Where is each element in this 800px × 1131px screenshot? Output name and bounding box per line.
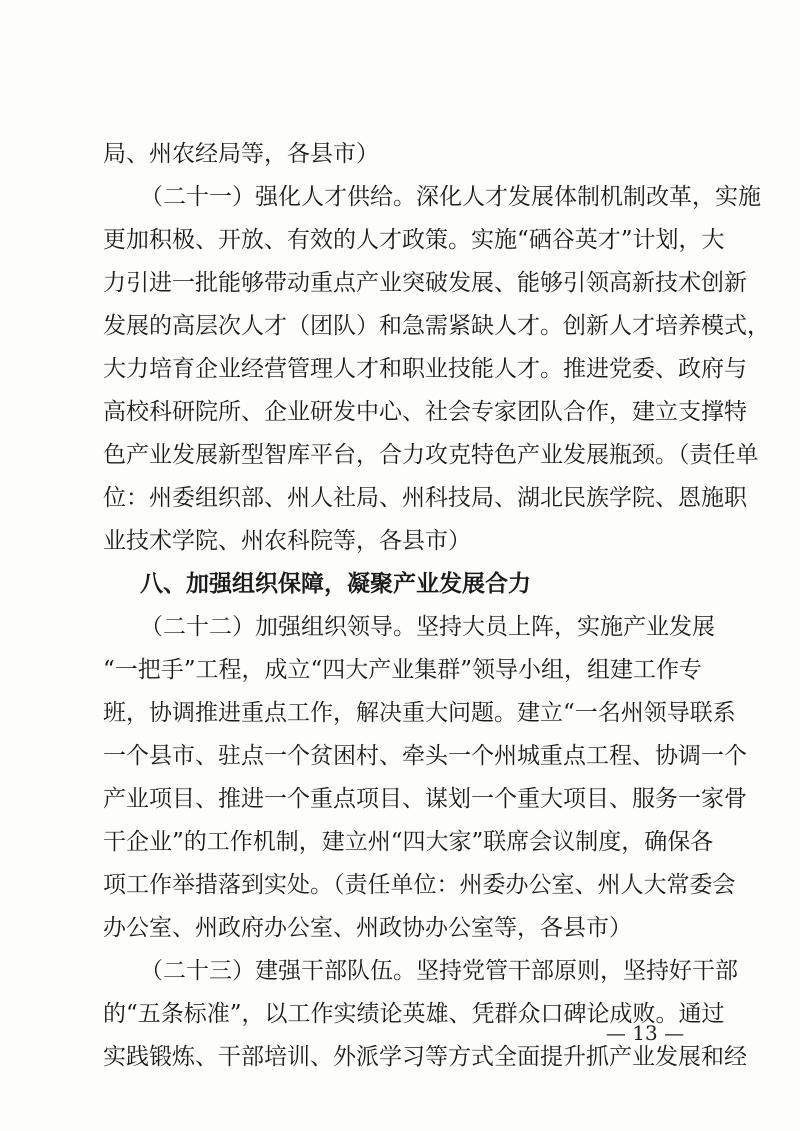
- text-line: “一把手”工程，成立“四大产业集群”领导小组，组建工作专: [103, 657, 703, 683]
- text-line: 干企业”的工作机制，建立州“四大家”联席会议制度，确保各: [103, 829, 714, 855]
- text-line: 位：州委组织部、州人社局、州科技局、湖北民族学院、恩施职: [103, 485, 747, 511]
- text-line: （二十二）加强组织领导。坚持大员上阵，实施产业发展: [140, 614, 715, 640]
- text-line: 大力培育企业经营管理人才和职业技能人才。推进党委、政府与: [103, 356, 747, 382]
- text-line: 产业项目、推进一个重点项目、谋划一个重大项目、服务一家骨: [103, 786, 747, 812]
- text-line: 的“五条标准”，以工作实绩论英雄、凭群众口碑论成败。通过: [103, 1001, 725, 1027]
- text-line: （二十一）强化人才供给。深化人才发展体制机制改革，实施: [140, 184, 761, 210]
- text-line: 更加积极、开放、有效的人才政策。实施“硒谷英才”计划，大: [103, 227, 725, 253]
- text-line: 业技术学院、州农科院等，各县市）: [103, 528, 471, 554]
- text-line: 发展的高层次人才（团队）和急需紧缺人才。创新人才培养模式，: [103, 313, 770, 339]
- text-line: 班，协调推进重点工作，解决重大问题。建立“一名州领导联系: [103, 700, 736, 726]
- text-line: 项工作举措落到实处。（责任单位：州委办公室、州人大常委会: [103, 872, 736, 898]
- text-line: 一个县市、驻点一个贫困村、牵头一个州城重点工程、协调一个: [103, 743, 747, 769]
- text-line: 办公室、州政府办公室、州政协办公室等，各县市）: [103, 915, 632, 941]
- section-heading: 八、加强组织保障，凝聚产业发展合力: [140, 571, 531, 597]
- text-line: 实践锻炼、干部培训、外派学习等方式全面提升抓产业发展和经: [103, 1044, 747, 1070]
- text-line: 局、州农经局等，各县市）: [103, 141, 379, 167]
- text-line: 高校科研院所、企业研发中心、社会专家团队合作，建立支撑特: [103, 399, 747, 425]
- text-line: （二十三）建强干部队伍。坚持党管干部原则，坚持好干部: [140, 958, 738, 984]
- text-line: 色产业发展新型智库平台，合力攻克特色产业发展瓶颈。（责任单: [103, 442, 759, 468]
- page-number: — 13 —: [605, 1021, 685, 1045]
- text-line: 力引进一批能够带动重点产业突破发展、能够引领高新技术创新: [103, 270, 747, 296]
